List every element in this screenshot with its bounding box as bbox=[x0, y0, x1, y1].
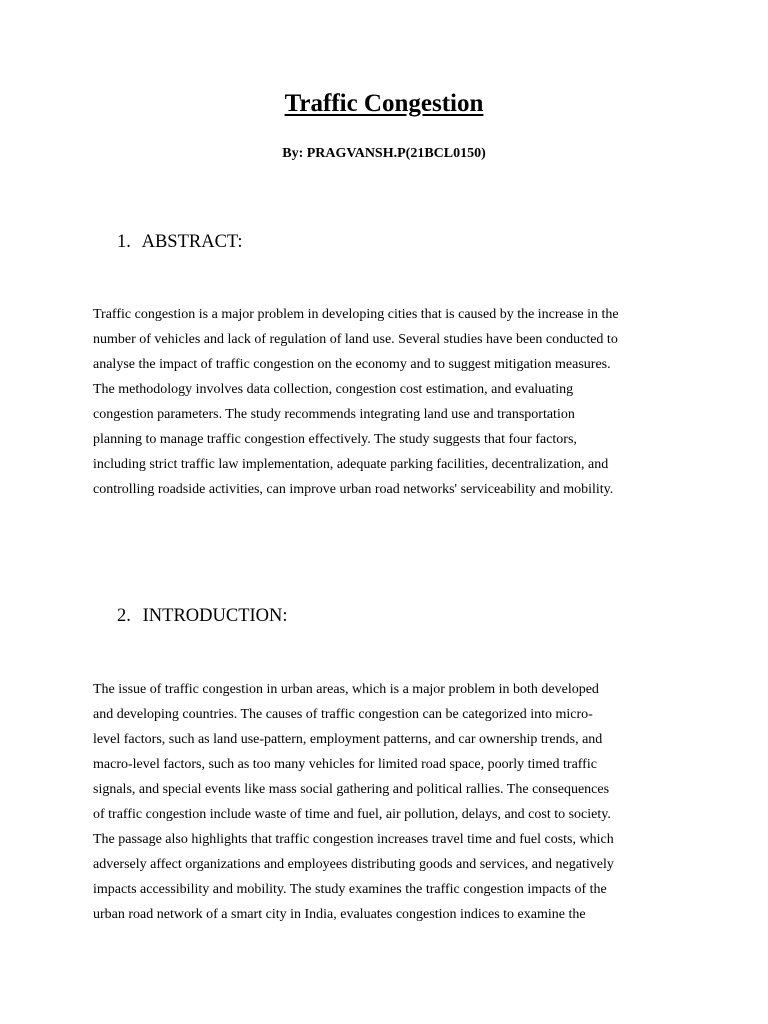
paragraph-line: The passage also highlights that traffic congestion increases travel time and fuel costs, which bbox=[93, 832, 614, 847]
document-title: Traffic Congestion bbox=[284, 90, 484, 117]
section-heading-introduction bbox=[117, 604, 288, 628]
section-heading-text: ABSTRACT: bbox=[141, 232, 243, 252]
paragraph-line: of traffic congestion include waste of time and fuel, air pollution, delays, and cost to society. bbox=[93, 807, 611, 822]
paragraph-line: The methodology involves data collection, congestion cost estimation, and evaluating bbox=[93, 382, 574, 397]
paragraph-line: planning to manage traffic congestion effectively. The study suggests that four factors, bbox=[93, 432, 577, 447]
paragraph-line: and developing countries. The causes of traffic congestion can be categorized into micro- bbox=[93, 707, 593, 722]
paragraph-line: congestion parameters. The study recommends integrating land use and transportation bbox=[93, 407, 575, 422]
paragraph-line: The issue of traffic congestion in urban areas, which is a major problem in both developed bbox=[93, 682, 599, 697]
paragraph-line: adversely affect organizations and employees distributing goods and services, and negatively bbox=[93, 857, 614, 872]
introduction-paragraph bbox=[93, 677, 683, 927]
paragraph-line: impacts accessibility and mobility. The study examines the traffic congestion impacts of the bbox=[93, 882, 607, 897]
section-heading-text: INTRODUCTION: bbox=[142, 606, 288, 626]
abstract-paragraph bbox=[93, 302, 683, 502]
paragraph-line: number of vehicles and lack of regulation of land use. Several studies have been conducted to bbox=[93, 332, 618, 347]
paragraph-line: signals, and special events like mass social gathering and political rallies. The consequences bbox=[93, 782, 610, 797]
author-byline: By: PRAGVANSH.P(21BCL0150) bbox=[282, 146, 486, 161]
section-number: 2. bbox=[117, 606, 131, 626]
paragraph-line: level factors, such as land use-pattern, employment patterns, and car ownership trends, and bbox=[93, 732, 603, 747]
paragraph-line: Traffic congestion is a major problem in developing cities that is caused by the increase in the bbox=[93, 307, 619, 322]
section-number: 1. bbox=[117, 232, 131, 252]
section-heading-abstract bbox=[117, 230, 242, 254]
paragraph-line: analyse the impact of traffic congestion on the economy and to suggest mitigation measures. bbox=[93, 357, 611, 372]
paragraph-line: including strict traffic law implementation, adequate parking facilities, decentralization, and bbox=[93, 457, 609, 472]
paragraph-line: urban road network of a smart city in India, evaluates congestion indices to examine the bbox=[93, 907, 586, 922]
paragraph-line: controlling roadside activities, can improve urban road networks' serviceability and mobility. bbox=[93, 482, 614, 497]
paragraph-line: macro-level factors, such as too many vehicles for limited road space, poorly timed traffic bbox=[93, 757, 597, 772]
